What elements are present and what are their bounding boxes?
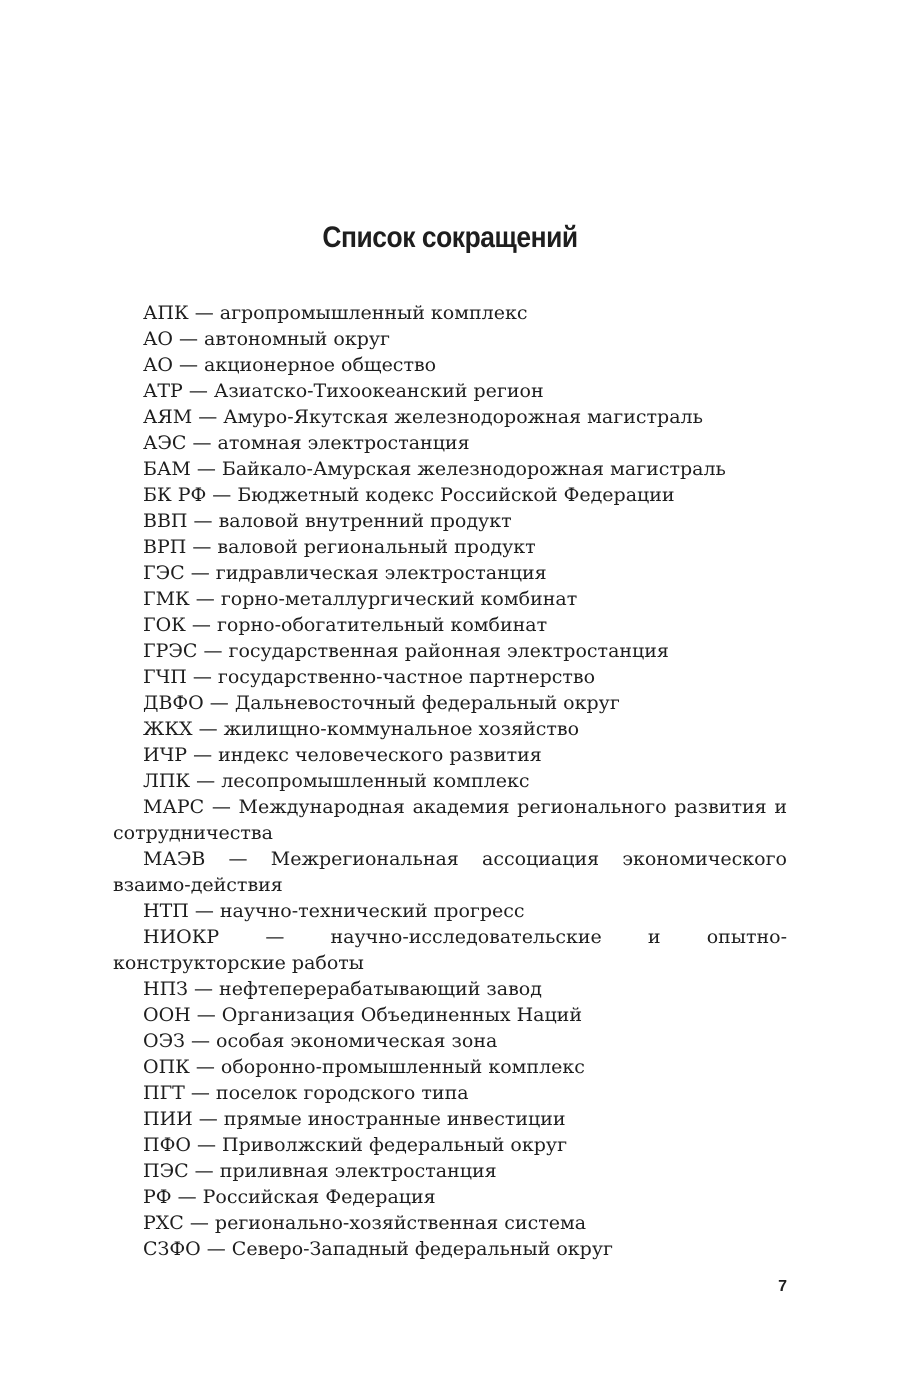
list-item: ООН — Организация Объединенных Наций: [143, 1004, 583, 1026]
list-item: АТР — Азиатско-Тихоокеанский регион: [143, 380, 544, 402]
list-item: ВВП — валовой внутренний продукт: [143, 510, 512, 532]
abbreviation-list: [113, 300, 787, 1262]
list-item: ПИИ — прямые иностранные инвестиции: [143, 1108, 566, 1130]
list-item: ПГТ — поселок городского типа: [143, 1082, 469, 1104]
list-item: ГЧП — государственно-частное партнерство: [143, 666, 596, 688]
list-item: ГМК — горно-металлургический комбинат: [143, 588, 578, 610]
list-item: АЭС — атомная электростанция: [143, 432, 470, 454]
list-item: СЗФО — Северо-Западный федеральный округ: [143, 1238, 613, 1260]
list-item: ПФО — Приволжский федеральный округ: [143, 1134, 568, 1156]
list-item: АЯМ — Амуро-Якутская железнодорожная магистраль: [143, 406, 703, 428]
list-item: АПК — агропромышленный комплекс: [143, 302, 528, 324]
list-item: РХС — регионально-хозяйственная система: [143, 1212, 587, 1234]
list-item: БАМ — Байкало-Амурская железнодорожная магистраль: [143, 458, 726, 480]
list-item: АО — автономный округ: [143, 328, 390, 350]
list-item: ВРП — валовой региональный продукт: [143, 536, 536, 558]
list-item: ГЭС — гидравлическая электростанция: [143, 562, 547, 584]
list-item: НИОКР — научно-исследовательские и опытно-конструкторские работы: [113, 926, 787, 974]
page-title: Список сокращений: [322, 221, 578, 254]
list-item: МАРС — Международная академия регионального развития и сотрудничества: [113, 796, 787, 844]
list-item: РФ — Российская Федерация: [143, 1186, 436, 1208]
page-number: 7: [778, 1278, 787, 1295]
list-item: ЛПК — лесопромышленный комплекс: [143, 770, 530, 792]
list-item: ГОК — горно-обогатительный комбинат: [143, 614, 548, 636]
list-item: ПЭС — приливная электростанция: [143, 1160, 497, 1182]
list-item: НПЗ — нефтеперерабатывающий завод: [143, 978, 542, 1000]
list-item: ОЭЗ — особая экономическая зона: [143, 1030, 498, 1052]
list-item: АО — акционерное общество: [143, 354, 437, 376]
list-item: ДВФО — Дальневосточный федеральный округ: [143, 692, 620, 714]
list-item: ГРЭС — государственная районная электростанция: [143, 640, 669, 662]
list-item: НТП — научно-технический прогресс: [143, 900, 525, 922]
list-item: ОПК — оборонно-промышленный комплекс: [143, 1056, 585, 1078]
list-item: МАЭВ — Межрегиональная ассоциация экономического взаимо-действия: [113, 848, 787, 896]
list-item: ИЧР — индекс человеческого развития: [143, 744, 542, 766]
list-item: БК РФ — Бюджетный кодекс Российской Федерации: [143, 484, 675, 506]
list-item: ЖКХ — жилищно-коммунальное хозяйство: [143, 718, 580, 740]
